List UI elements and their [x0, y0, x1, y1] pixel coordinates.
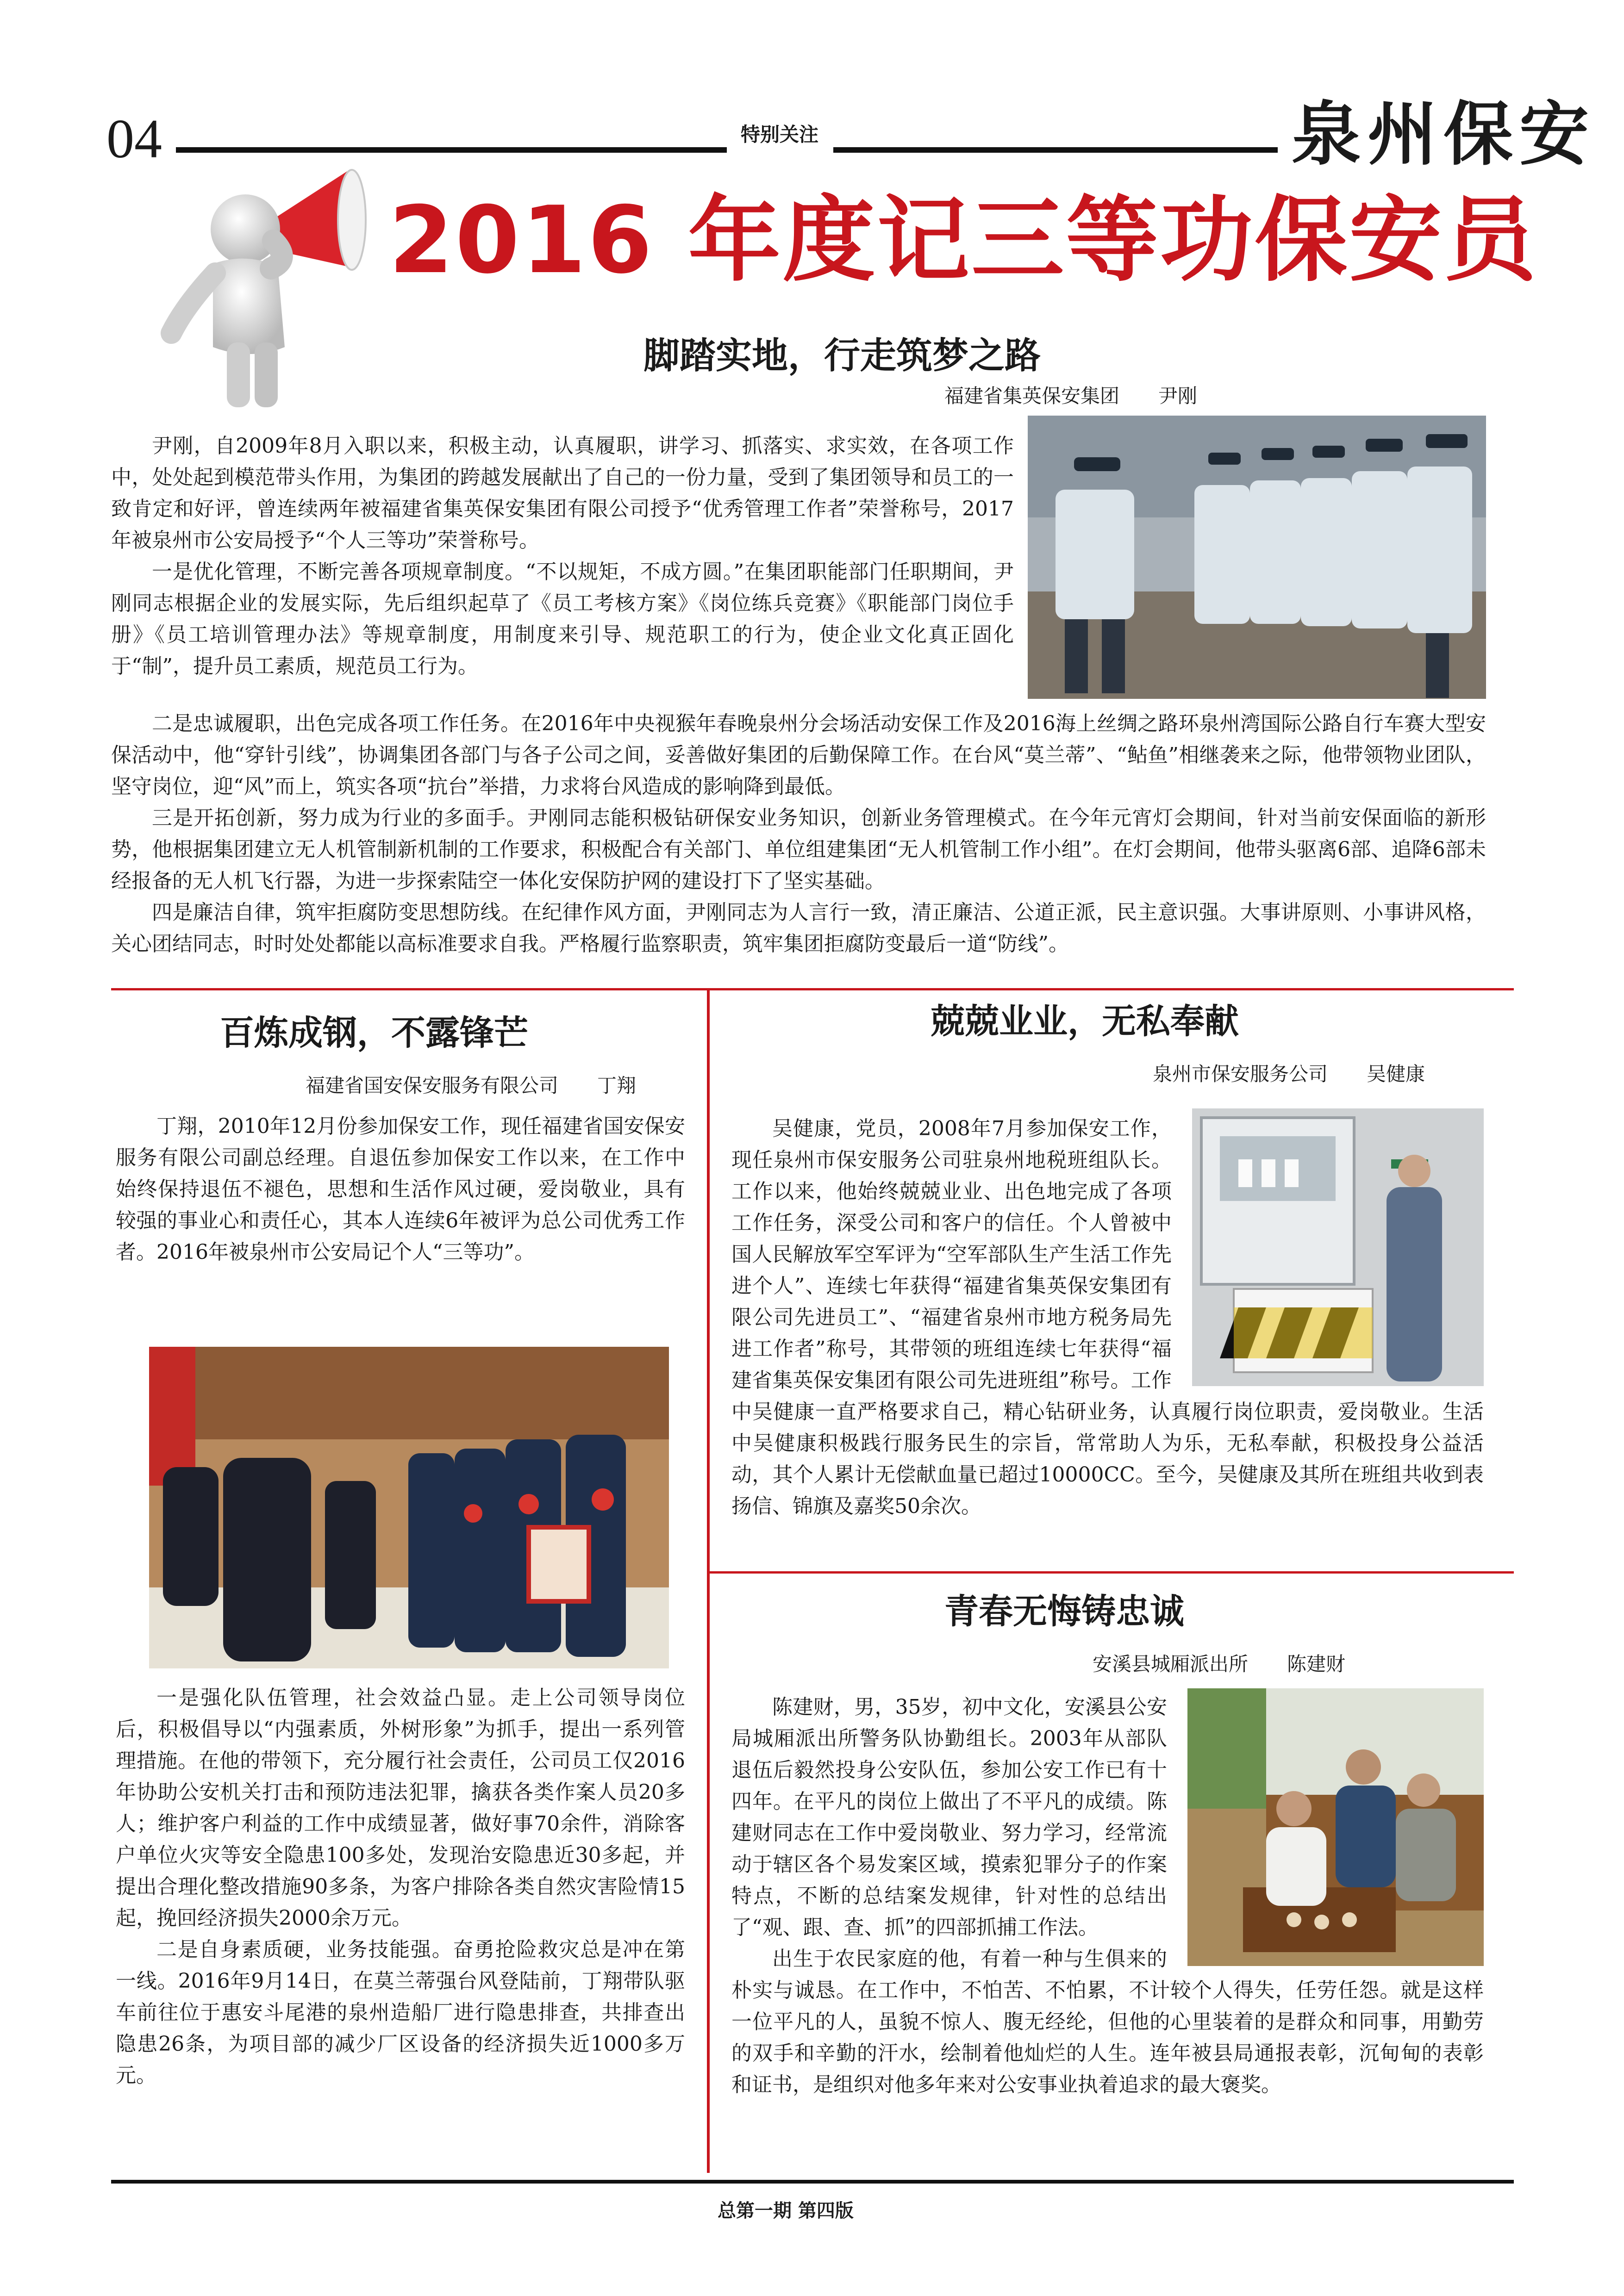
article4-body	[731, 1692, 1484, 2101]
article3-byline: 泉州市保安服务公司 吴健康	[1153, 1063, 1425, 1085]
article2-paragraph: 丁翔，2010年12月份参加保安工作，现任福建省国安保安服务有限公司副总经理。自退伍参加保安工作以来，在工作中始终保持退伍不褪色，思想和生活作风过硬，爱岗敬业，具有较强的事业心和责任心，其本人连续6年被评为总公司优秀工作者。2016年被泉州市公安局记个人“三等功”。	[116, 1114, 685, 1264]
column-divider	[707, 988, 710, 2173]
article1-paragraph: 四是廉洁自律，筑牢拒腐防变思想防线。在纪律作风方面，尹刚同志为人言行一致，清正廉洁、公道正派，民主意识强。大事讲原则、小事讲风格，关心团结同志，时时处处都能以高标准要求自我。严格履行监察职责，筑牢集团拒腐防变最后一道“防线”。	[111, 901, 1486, 956]
article4-paragraph: 出生于农民家庭的他，有着一种与生俱来的朴实与诚恳。在工作中，不怕苦、不怕累，不计较个人得失，任劳任怨。就是这样一位平凡的人，虽貌不惊人、腹无经纶，但他的心里装着的是群众和同事，用勤劳的双手和辛勤的汗水，绘制着他灿烂的人生。连年被县局通报表彰，沉甸甸的表彰和证书，是组织对他多年来对公安事业执着追求的最大褒奖。	[731, 1947, 1484, 2097]
article2-paragraph: 一是强化队伍管理，社会效益凸显。走上公司领导岗位后，积极倡导以“内强素质，外树形象”为抓手，提出一系列管理措施。在他的带领下，充分履行社会责任，公司员工仅2016年协助公安机关打击和预防违法犯罪，擒获各类作案人员20多人；维护客户利益的工作中成绩显著，做好事70余件，消除客户单位火灾等安全隐患100多处，发现治安隐患近30多起，并提出合理化整改措施90多条，为客户排除各类自然灾害险情15起，挽回经济损失2000余万元。	[116, 1686, 685, 1930]
article1-photo	[1028, 416, 1486, 699]
main-headline: 2016 年度记三等功保安员	[389, 187, 1538, 294]
article1-paragraph: 三是开拓创新，努力成为行业的多面手。尹刚同志能积极钻研保安业务知识，创新业务管理模式。在今年元宵灯会期间，针对当前安保面临的新形势，他根据集团建立无人机管制新机制的工作要求，积极配合有关部门、单位组建集团“无人机管制工作小组”。在灯会期间，他带头驱离6部、追降6部未经报备的无人机飞行器，为进一步探索陆空一体化安保防护网的建设打下了坚实基础。	[111, 806, 1486, 893]
article4-byline: 安溪县城厢派出所 陈建财	[1093, 1653, 1346, 1675]
page-number: 04	[106, 108, 162, 169]
article3-title: 兢兢业业，无私奉献	[931, 1002, 1239, 1041]
article1-paragraph: 二是忠诚履职，出色完成各项工作任务。在2016年中央视猴年春晚泉州分会场活动安保工作及2016海上丝绸之路环泉州湾国际公路自行车赛大型安保活动中，他“穿针引线”，协调集团各部门与各子公司之间，妥善做好集团的后勤保障工作。在台风“莫兰蒂”、“鲇鱼”相继袭来之际，他带领物业团队，坚守岗位，迎“风”而上，筑实各项“抗台”举措，力求将台风造成的影响降到最低。	[111, 712, 1486, 798]
header-rule-left	[176, 147, 727, 153]
article1-byline: 福建省集英保安集团 尹刚	[944, 385, 1198, 407]
article2-intro	[116, 1111, 685, 1268]
article2-paragraph: 二是自身素质硬，业务技能强。奋勇抢险救灾总是冲在第一线。2016年9月14日，在莫兰蒂强台风登陆前，丁翔带队驱车前往位于惠安斗尾港的泉州造船厂进行隐患排查，共排查出隐患26条，为项目部的减少厂区设备的经济损失近1000多万元。	[116, 1938, 685, 2087]
article2-photo	[149, 1347, 669, 1668]
article2-title: 百炼成钢，不露锋芒	[220, 1013, 528, 1053]
photo-wrap-spacer	[1183, 1113, 1484, 1395]
article4-title: 青春无悔铸忠诚	[944, 1592, 1184, 1631]
article2-body	[116, 1682, 685, 2091]
article3-paragraph: 吴健康，党员，2008年7月参加保安工作，现任泉州市保安服务公司驻泉州地税班组队长。工作以来，他始终兢兢业业、出色地完成了各项工作任务，深受公司和客户的信任。个人曾被中国人民解放军空军评为“空军部队生产生活工作先进个人”、连续七年获得“福建省集英保安集团有限公司先进员工”、“福建省泉州市地方税务局先进工作者”称号，其带领的班组连续七年获得“福建省集英保安集团有限公司先进班组”称号。工作中吴健康一直严格要求自己，精心钻研业务，认真履行岗位职责，爱岗敬业。生活中吴健康积极践行服务民生的宗旨，常常助人为乐，无私奉献，积极投身公益活动，其个人累计无偿献血量已超过10000CC。至今，吴健康及其所在班组共收到表扬信、锦旗及嘉奖50余次。	[731, 1117, 1484, 1518]
header-rule-right	[833, 147, 1278, 153]
article4-paragraph: 陈建财，男，35岁，初中文化，安溪县公安局城厢派出所警务队协勤组长。2003年从部队退伍后毅然投身公安队伍，参加公安工作已有十四年。在平凡的岗位上做出了不平凡的成绩。陈建财同志在工作中爱岗敬业、努力学习，经常流动于辖区各个易发案区域，摸索犯罪分子的作案特点，不断的总结案发规律，针对性的总结出了“观、跟、查、抓”的四部抓捕工作法。	[731, 1695, 1167, 1939]
megaphone-figure-illustration	[153, 153, 384, 412]
footer-edition: 总第一期 第四版	[718, 2200, 854, 2221]
footer-rule	[111, 2180, 1514, 2184]
photo-wrap-spacer	[1178, 1692, 1484, 1974]
newspaper-brand: 泉州保安	[1292, 93, 1596, 175]
section-divider-top	[111, 988, 1514, 990]
article3-body	[731, 1113, 1484, 1522]
section-label: 特别关注	[741, 123, 819, 146]
article2-byline: 福建省国安保安服务有限公司 丁翔	[306, 1074, 637, 1097]
article1-body-top	[111, 430, 1014, 682]
article1-body-bottom	[111, 708, 1486, 960]
article1-paragraph: 尹刚，自2009年8月入职以来，积极主动，认真履职，讲学习、抓落实、求实效，在各项工作中，处处起到模范带头作用，为集团的跨越发展献出了自己的一份力量，受到了集团领导和员工的一致肯定和好评，曾连续两年被福建省集英保安集团有限公司授予“优秀管理工作者”荣誉称号，2017年被泉州市公安局授予“个人三等功”荣誉称号。	[111, 434, 1014, 552]
article1-paragraph: 一是优化管理，不断完善各项规章制度。“不以规矩，不成方圆。”在集团职能部门任职期间，尹刚同志根据企业的发展实际，先后组织起草了《员工考核方案》《岗位练兵竞赛》《职能部门岗位手册》《员工培训管理办法》等规章制度，用制度来引导、规范职工的行为，使企业文化真正固化于“制”，提升员工素质，规范员工行为。	[111, 560, 1014, 678]
article1-title: 脚踏实地，行走筑梦之路	[643, 335, 1041, 377]
section-divider-right	[707, 1571, 1514, 1574]
